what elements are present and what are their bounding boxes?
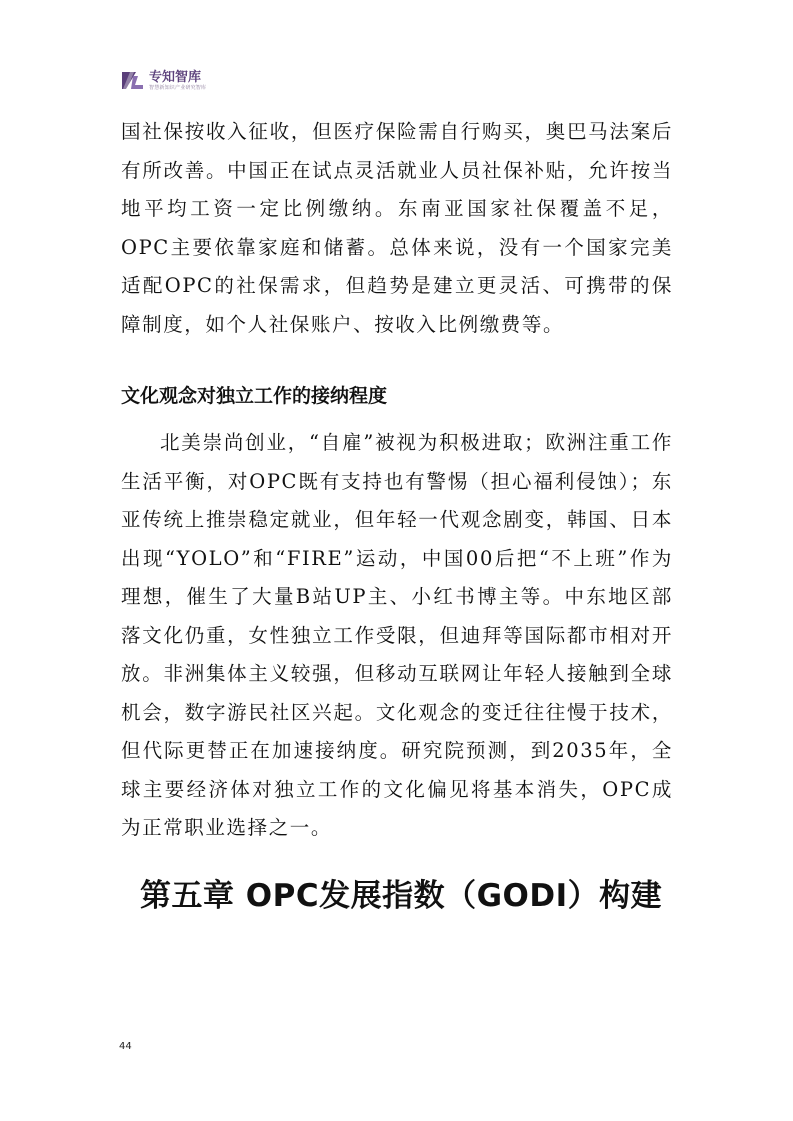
header [121,70,206,92]
body-paragraph: 国社保按收入征收，但医疗保险需自行购买，奥巴马法案后有所改善。中国正在试点灵活就业人员社保补贴，允许按当地平均工资一定比例缴纳。东南亚国家社保覆盖不足，OPC主要依靠家庭和储蓄。总体来说，没有一个国家完美适配OPC的社保需求，但趋势是建立更灵活、可携带的保障制度，如个人社保账户、按收入比例缴费等。 [121,120,673,336]
document-body [121,113,673,924]
page-number: 44 [119,1041,132,1052]
logo-text [149,70,206,92]
chapter-title: 第五章 OPC发展指数（GODI）构建 [140,877,663,914]
section-heading: 文化观念对独立工作的接纳程度 [121,385,388,407]
logo-subtitle: 智慧新知识产业研究智库 [149,85,207,91]
logo-title: 专知智库 [149,70,202,85]
zl-logo-icon [121,70,145,92]
body-paragraph: 北美崇尚创业，“自雇”被视为积极进取；欧洲注重工作生活平衡，对OPC既有支持也有警惕（担心福利侵蚀）；东亚传统上推崇稳定就业，但年轻一代观念剧变，韩国、日本出现“YOLO”和“FIRE”运动，中国00后把“不上班”作为理想，催生了大量B站UP主、小红书博主等。中东地区部落文化仍重，女性独立工作受限，但迪拜等国际都市相对开放。非洲集体主义较强，但移动互联网让年轻人接触到全球机会，数字游民社区兴起。文化观念的变迁往往慢于技术，但代际更替正在加速接纳度。研究院预测，到2035年，全球主要经济体对独立工作的文化偏见将基本消失，OPC成为正常职业选择之一。 [121,431,673,839]
